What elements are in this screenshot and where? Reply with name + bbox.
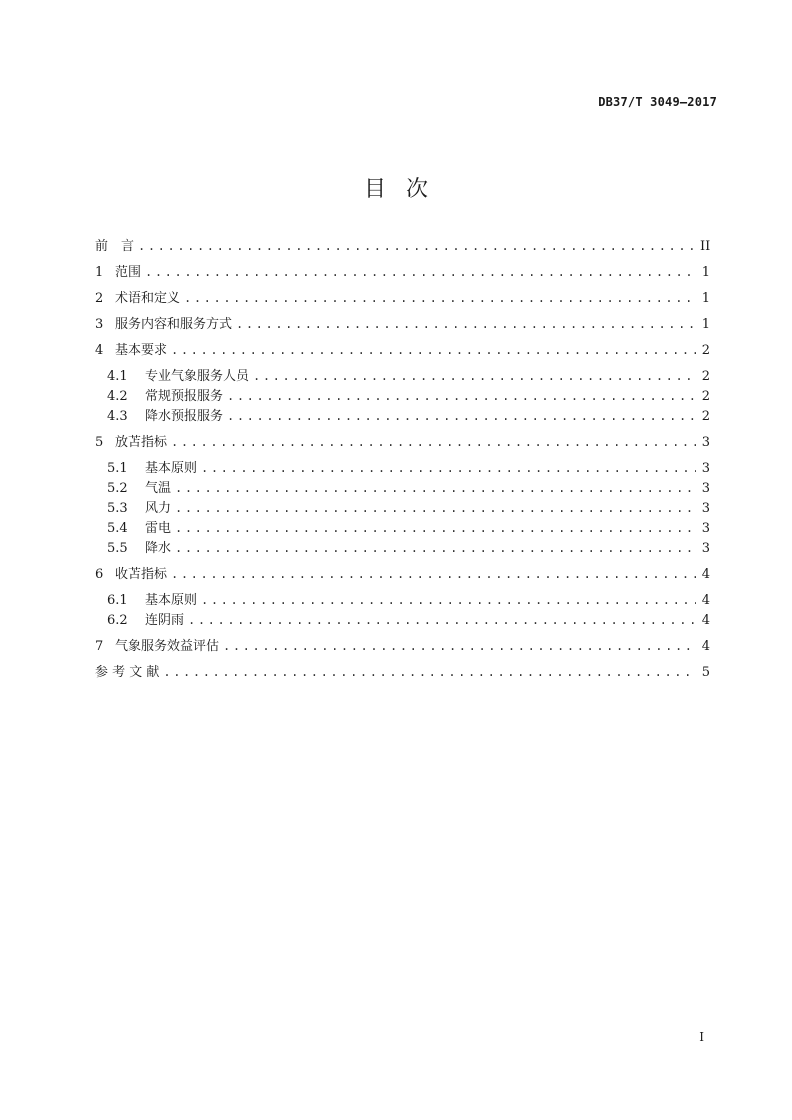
toc-entry-references[interactable]: [95, 662, 710, 682]
toc-entry-3[interactable]: [95, 314, 710, 334]
toc-entry-4[interactable]: [95, 340, 710, 360]
toc-leader-dots: [175, 498, 696, 518]
toc-entry-label: 专业气象服务人员: [145, 369, 250, 384]
toc-entry-6-2[interactable]: [95, 610, 710, 630]
toc-leader-dots: [175, 518, 696, 538]
toc-entry-number: 7: [95, 639, 104, 654]
toc-entry-label: 收苫指标: [115, 567, 168, 582]
toc-entry-5-1[interactable]: [95, 458, 710, 478]
toc-entry-page: 3: [701, 435, 710, 450]
toc-entry-page: 3: [701, 501, 710, 516]
toc-entry-label: 术语和定义: [115, 291, 181, 306]
toc-leader-dots: [163, 662, 696, 682]
toc-entry-number: 2: [95, 291, 104, 306]
toc-entry-number: 4.1: [107, 369, 128, 384]
page-number: I: [699, 1030, 704, 1044]
toc-entry-number: 4.2: [107, 389, 128, 404]
toc-entry-7[interactable]: [95, 636, 710, 656]
toc-entry-label: 范围: [115, 265, 142, 280]
toc-entry-foreword[interactable]: [95, 236, 710, 256]
toc-entry-page: 2: [701, 343, 710, 358]
toc-entry-4-2[interactable]: [95, 386, 710, 406]
toc-leader-dots: [227, 386, 696, 406]
toc-entry-label: 降水预报服务: [145, 409, 224, 424]
toc-entry-label: 基本原则: [145, 461, 198, 476]
toc-entry-4-1[interactable]: [95, 366, 710, 386]
toc-entry-4-3[interactable]: [95, 406, 710, 426]
toc-leader-dots: [175, 478, 696, 498]
toc-leader-dots: [171, 432, 696, 452]
toc-entry-number: 5.5: [107, 541, 128, 556]
toc-leader-dots: [236, 314, 696, 334]
toc-entry-page: 1: [701, 291, 710, 306]
toc-entry-label: 风力: [145, 501, 172, 516]
toc-entry-page: 3: [701, 521, 710, 536]
toc-entry-page: 4: [701, 639, 710, 654]
toc-leader-dots: [145, 262, 696, 282]
toc-leader-dots: [201, 458, 696, 478]
toc-entry-page: 2: [701, 369, 710, 384]
toc-entry-number: 5.2: [107, 481, 128, 496]
toc-entry-page: 1: [701, 265, 710, 280]
toc-entry-6-1[interactable]: [95, 590, 710, 610]
toc-entry-page: 3: [701, 541, 710, 556]
toc-entry-5[interactable]: [95, 432, 710, 452]
toc-entry-label: 降水: [145, 541, 172, 556]
toc-entry-number: 6: [95, 567, 104, 582]
toc-entry-page: 3: [701, 481, 710, 496]
toc-leader-dots: [171, 564, 696, 584]
toc-entry-2[interactable]: [95, 288, 710, 308]
toc-entry-number: 3: [95, 317, 104, 332]
toc-entry-label: 连阴雨: [145, 613, 185, 628]
toc-entry-5-2[interactable]: [95, 478, 710, 498]
toc-entry-label: 雷电: [145, 521, 172, 536]
toc-entry-page: II: [700, 239, 711, 254]
toc-entry-number: 4: [95, 343, 104, 358]
toc-entry-number: 5.1: [107, 461, 128, 476]
toc-entry-label: 常规预报服务: [145, 389, 224, 404]
toc-entry-label: 前 言: [95, 239, 135, 254]
toc-entry-page: 5: [701, 665, 710, 680]
toc-entry-label: 基本原则: [145, 593, 198, 608]
toc-leader-dots: [188, 610, 696, 630]
toc-entry-page: 4: [701, 613, 710, 628]
toc-entry-5-3[interactable]: [95, 498, 710, 518]
toc-entry-label: 气温: [145, 481, 172, 496]
toc-entry-number: 4.3: [107, 409, 128, 424]
toc-entry-label: 基本要求: [115, 343, 168, 358]
toc-entry-5-4[interactable]: [95, 518, 710, 538]
toc-entry-number: 5.3: [107, 501, 128, 516]
toc-title-char-1: 目: [363, 177, 386, 202]
toc-leader-dots: [253, 366, 696, 386]
toc-entry-label: 气象服务效益评估: [115, 639, 220, 654]
toc-entry-label: 放苫指标: [115, 435, 168, 450]
toc-entry-number: 5.4: [107, 521, 128, 536]
toc-leader-dots: [201, 590, 696, 610]
toc-title: [0, 172, 792, 203]
toc-entry-label: 服务内容和服务方式: [115, 317, 233, 332]
toc-leader-dots: [227, 406, 696, 426]
toc-entry-6[interactable]: [95, 564, 710, 584]
toc-entry-number: 6.1: [107, 593, 128, 608]
toc-entry-page: 4: [701, 593, 710, 608]
toc-leader-dots: [184, 288, 696, 308]
toc-leader-dots: [175, 538, 696, 558]
toc-entry-page: 1: [701, 317, 710, 332]
toc-entry-number: 1: [95, 265, 104, 280]
toc-entry-page: 3: [701, 461, 710, 476]
toc-leader-dots: [223, 636, 696, 656]
toc-entry-number: 6.2: [107, 613, 128, 628]
toc-leader-dots: [171, 340, 696, 360]
table-of-contents: [95, 236, 710, 682]
toc-entry-number: 5: [95, 435, 104, 450]
document-code: DB37/T 3049—2017: [598, 95, 717, 109]
toc-entry-page: 4: [701, 567, 710, 582]
toc-entry-page: 2: [701, 389, 710, 404]
toc-entry-page: 2: [701, 409, 710, 424]
toc-entry-1[interactable]: [95, 262, 710, 282]
toc-entry-label: 参 考 文 献: [95, 665, 160, 680]
toc-title-char-2: 次: [406, 177, 429, 202]
toc-entry-5-5[interactable]: [95, 538, 710, 558]
toc-leader-dots: [138, 236, 696, 256]
